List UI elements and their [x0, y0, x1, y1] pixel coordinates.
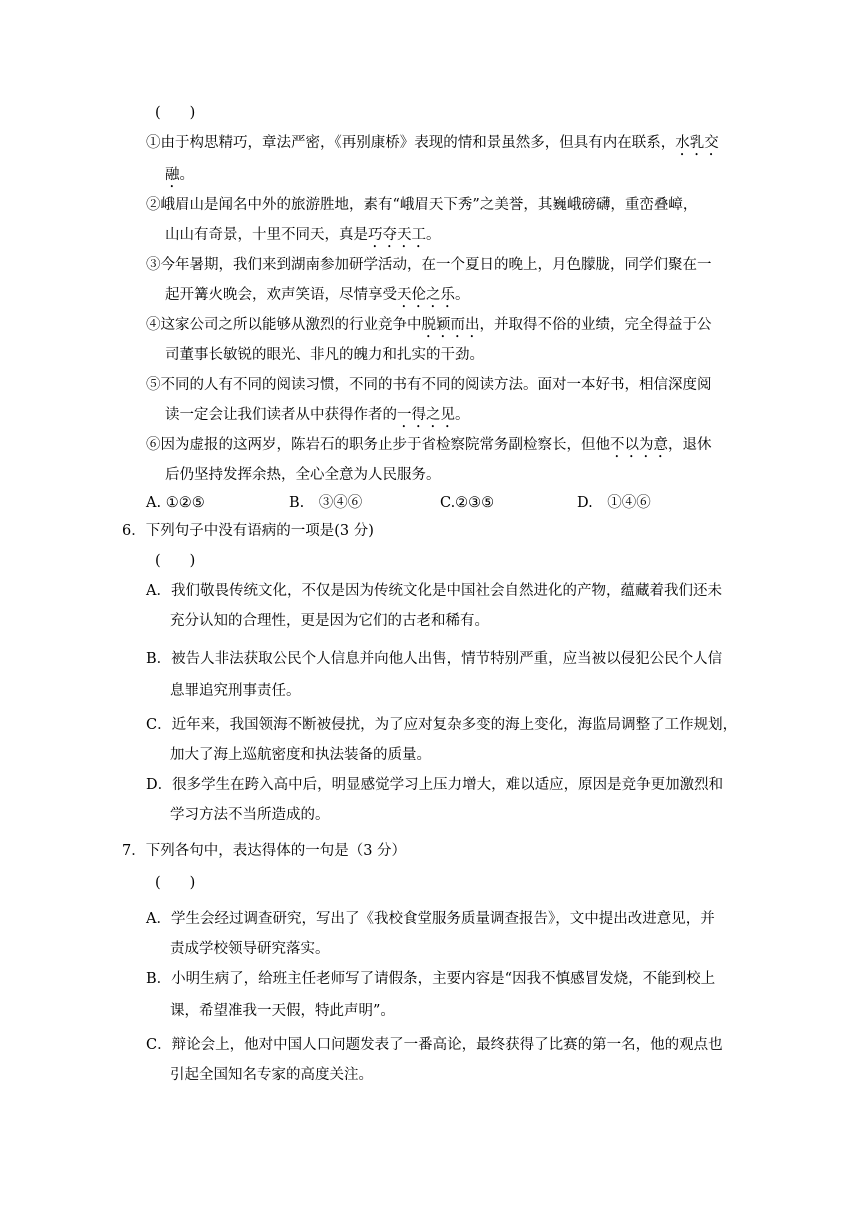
answer-paren: ( ) — [155, 105, 196, 121]
q6-choice-d-line-1: D．很多学生在跨入高中后，明显感觉学习上压力增大，难以适应，原因是竞争更加激烈和 — [146, 777, 724, 793]
q6-choice-b-line-1: B．被告人非法获取公民个人信息并向他人出售，情节特别严重，应当被以侵犯公民个人信 — [146, 651, 723, 667]
option-a: A. ①②⑤ — [146, 495, 205, 511]
sentence-1-line-2: 融。 — [165, 167, 194, 183]
answer-paren: ( ) — [155, 553, 196, 569]
q6-choice-a-line-1: A．我们敬畏传统文化，不仅是因为传统文化是中国社会自然进化的产物，蕴藏着我们还未 — [146, 583, 722, 599]
question-6-stem: 6．下列句子中没有语病的一项是(3 分) — [122, 523, 374, 539]
answer-paren: ( ) — [155, 875, 196, 891]
emphasis-idiom: 水乳交 — [675, 135, 719, 151]
question-7-stem: 7．下列各句中，表达得体的一句是（3 分） — [122, 843, 407, 859]
q6-choice-c-line-2: 加大了海上巡航密度和执法装备的质量。 — [170, 747, 431, 763]
q6-choice-c-line-1: C．近年来，我国领海不断被侵扰，为了应对复杂多变的海上变化，海监局调整了工作规划， — [146, 717, 738, 733]
emphasis-idiom: 巧夺天工 — [368, 227, 426, 243]
q6-choice-b-line-2: 息罪追究刑事责任。 — [170, 683, 301, 699]
q6-choice-a-line-2: 充分认知的合理性，更是因为它们的古老和稀有。 — [170, 613, 489, 629]
emphasis-idiom: 天伦之乐 — [397, 287, 455, 303]
sentence-3-line-2: 起开篝火晚会，欢声笑语，尽情享受天伦之乐。 — [165, 287, 470, 303]
emphasis-idiom: 脱颖而出 — [421, 317, 480, 333]
q7-choice-b-line-2: 课，希望准我一天假，特此声明”。 — [170, 1003, 395, 1019]
q7-choice-c-line-2: 引起全国知名专家的高度关注。 — [170, 1067, 373, 1083]
emphasis-idiom: 融 — [165, 167, 180, 183]
q6-choice-d-line-2: 学习方法不当所造成的。 — [170, 807, 330, 823]
sentence-3-line-1: ③今年暑期，我们来到湖南参加研学活动，在一个夏日的晚上，月色朦胧，同学们聚在一 — [146, 257, 712, 273]
sentence-4-line-2: 司董事长敏锐的眼光、非凡的魄力和扎实的干劲。 — [165, 347, 484, 363]
sentence-5-line-1: ⑤不同的人有不同的阅读习惯，不同的书有不同的阅读方法。面对一本好书，相信深度阅 — [146, 377, 712, 393]
option-c: C.②③⑤ — [440, 495, 495, 511]
sentence-5-line-2: 读一定会让我们读者从中获得作者的一得之见。 — [165, 407, 470, 423]
sentence-2-line-2: 山山有奇景，十里不同天，真是巧夺天工。 — [165, 227, 441, 243]
option-d: D. ①④⑥ — [577, 495, 651, 511]
option-b: B. ③④⑥ — [289, 495, 363, 511]
q7-choice-b-line-1: B．小明生病了，给班主任老师写了请假条，主要内容是“因我不慎感冒发烧，不能到校上 — [146, 971, 716, 987]
emphasis-idiom: 一得之见 — [397, 407, 455, 423]
q7-choice-a-line-2: 责成学校领导研究落实。 — [170, 941, 330, 957]
q7-choice-c-line-1: C．辩论会上，他对中国人口问题发表了一番高论，最终获得了比赛的第一名，他的观点也 — [146, 1037, 723, 1053]
sentence-1-line-1: ①由于构思精巧，章法严密，《再别康桥》表现的情和景虽然多，但具有内在联系，水乳交 — [146, 135, 719, 151]
sentence-6-line-1: ⑥因为虚报的这两岁，陈岩石的职务止步于省检察院常务副检察长，但他不以为意，退休 — [146, 437, 712, 453]
sentence-2-line-1: ②峨眉山是闻名中外的旅游胜地，素有“峨眉天下秀”之美誉，其巍峨磅礴，重峦叠嶂， — [146, 197, 698, 213]
q7-choice-a-line-1: A．学生会经过调查研究，写出了《我校食堂服务质量调查报告》，文中提出改进意见，并 — [146, 911, 715, 927]
sentence-4-line-1: ④这家公司之所以能够从激烈的行业竞争中脱颖而出，并取得不俗的业绩，完全得益于公 — [146, 317, 712, 333]
emphasis-idiom: 不以为意 — [610, 437, 668, 453]
sentence-6-line-2: 后仍坚持发挥余热，全心全意为人民服务。 — [165, 467, 441, 483]
